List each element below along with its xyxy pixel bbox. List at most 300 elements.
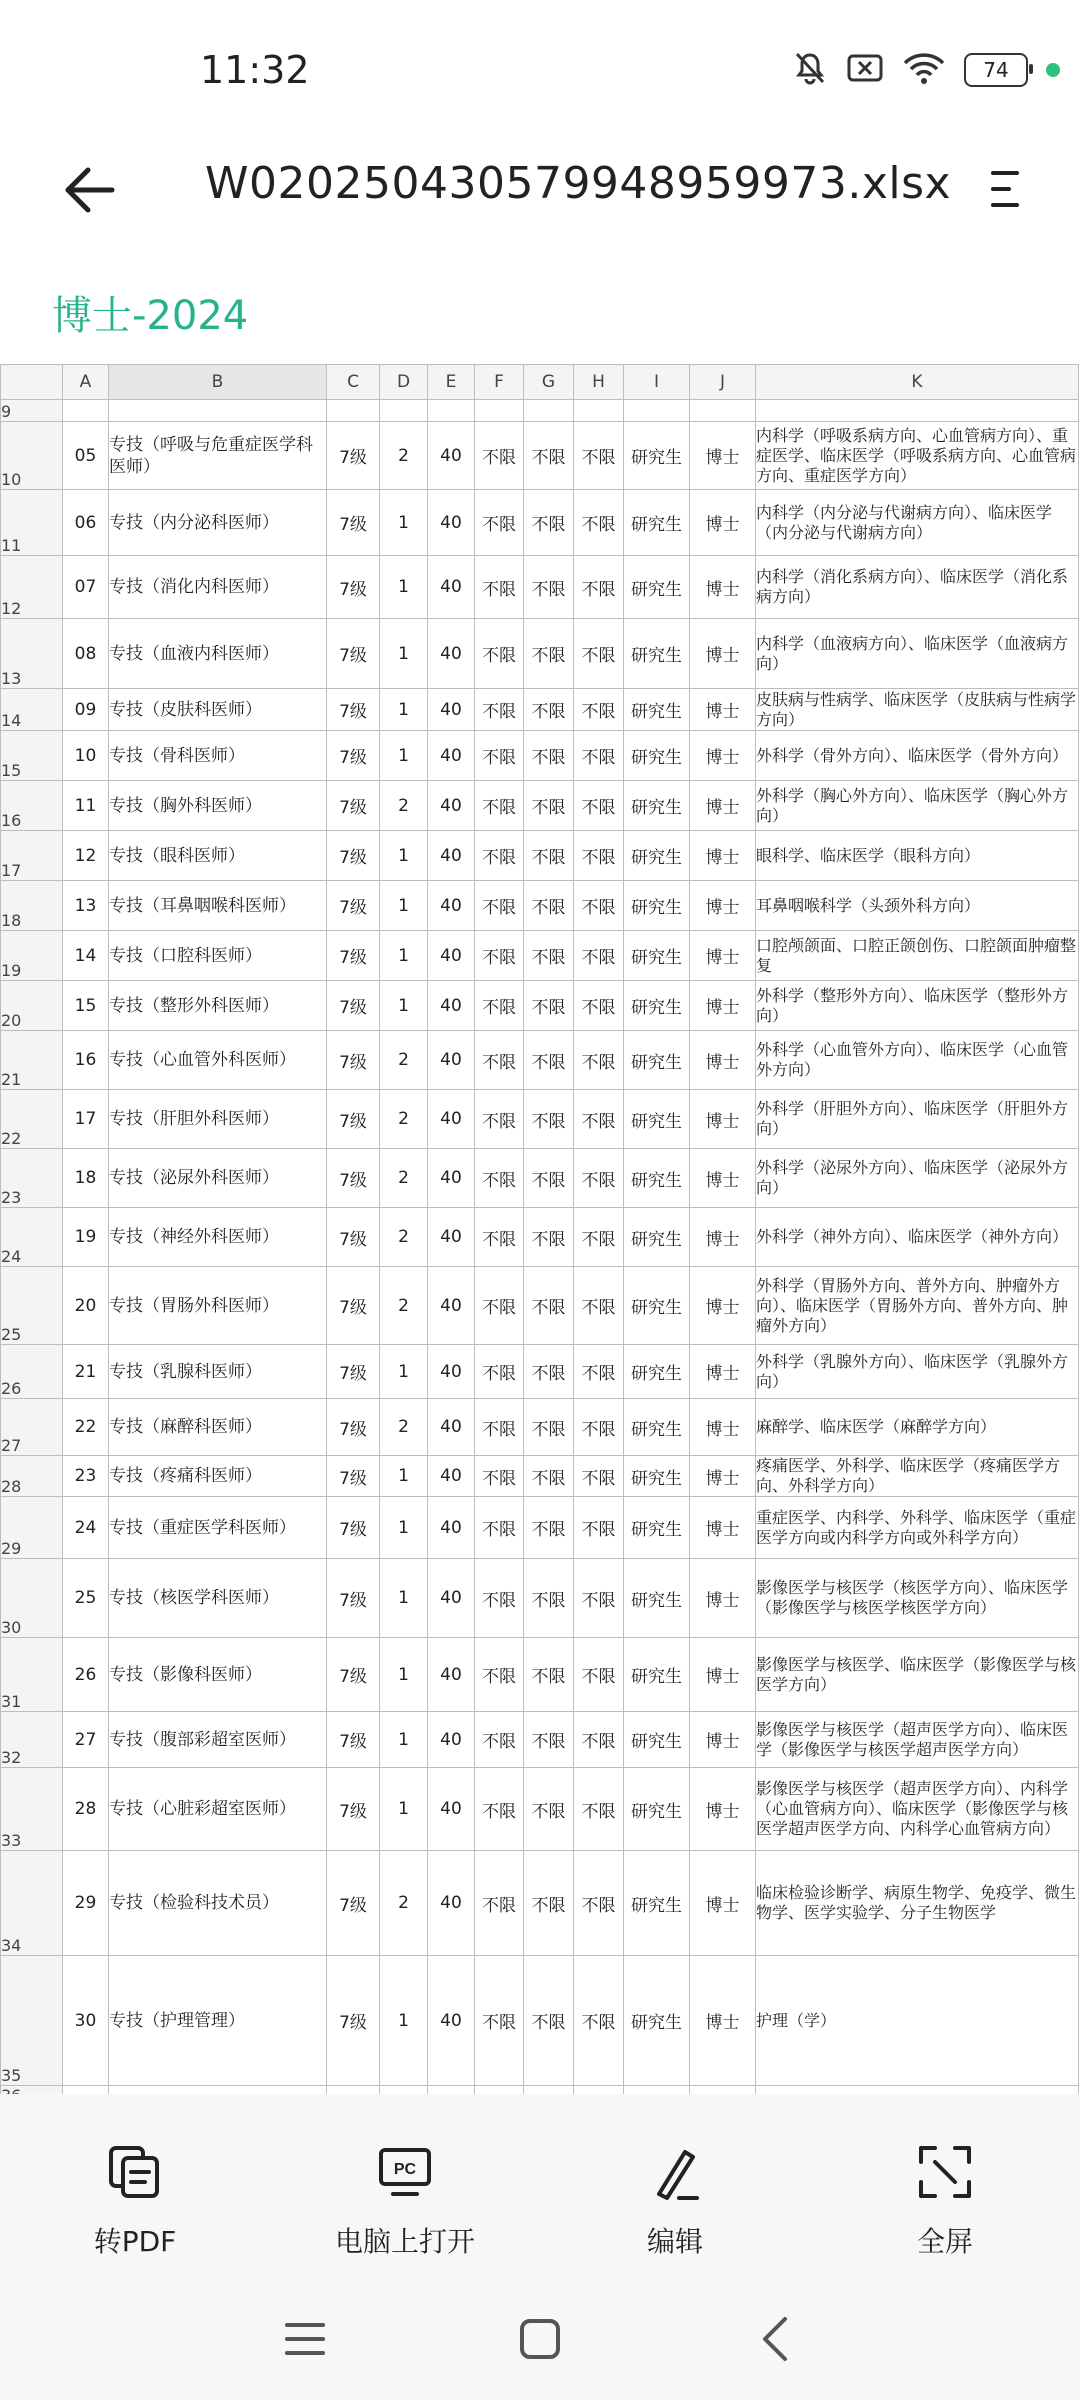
cell-degree[interactable]: 博士 bbox=[690, 1768, 756, 1851]
cell-age[interactable]: 40 bbox=[428, 731, 475, 781]
cell-politics[interactable]: 不限 bbox=[574, 1956, 624, 2086]
cell-gender[interactable]: 不限 bbox=[475, 422, 524, 490]
column-header-k[interactable]: K bbox=[756, 365, 1079, 400]
cell-count[interactable]: 2 bbox=[380, 1208, 428, 1267]
cell-ethnicity[interactable]: 不限 bbox=[524, 1399, 574, 1456]
cell-count[interactable]: 1 bbox=[380, 981, 428, 1031]
cell-position[interactable]: 专技（胃肠外科医师） bbox=[109, 1267, 327, 1345]
fullscreen-button[interactable] bbox=[825, 2094, 1065, 2274]
column-header-d[interactable]: D bbox=[380, 365, 428, 400]
cell-politics[interactable]: 不限 bbox=[574, 556, 624, 619]
cell-gender[interactable]: 不限 bbox=[475, 689, 524, 731]
nav-back-button[interactable] bbox=[735, 2304, 815, 2374]
cell-major[interactable]: 内科学（血液病方向）、临床医学（血液病方向） bbox=[756, 619, 1079, 689]
cell-ethnicity[interactable]: 不限 bbox=[524, 881, 574, 931]
cell-education[interactable]: 研究生 bbox=[624, 1851, 690, 1956]
cell-ethnicity[interactable]: 不限 bbox=[524, 1090, 574, 1149]
cell-count[interactable]: 1 bbox=[380, 1768, 428, 1851]
cell-code[interactable]: 17 bbox=[63, 1090, 109, 1149]
cell-age[interactable]: 40 bbox=[428, 1956, 475, 2086]
cell-grade[interactable]: 7级 bbox=[327, 1497, 380, 1559]
cell-degree[interactable]: 博士 bbox=[690, 1267, 756, 1345]
row-header[interactable]: 21 bbox=[1, 1031, 63, 1090]
cell-gender[interactable]: 不限 bbox=[475, 1638, 524, 1712]
cell-ethnicity[interactable]: 不限 bbox=[524, 689, 574, 731]
cell-position[interactable]: 专技（护理管理） bbox=[109, 1956, 327, 2086]
cell-education[interactable]: 研究生 bbox=[624, 931, 690, 981]
cell-gender[interactable]: 不限 bbox=[475, 981, 524, 1031]
cell-degree[interactable]: 博士 bbox=[690, 490, 756, 556]
cell-position[interactable]: 专技（血液内科医师） bbox=[109, 619, 327, 689]
row-header[interactable]: 15 bbox=[1, 731, 63, 781]
cell-major[interactable]: 皮肤病与性病学、临床医学（皮肤病与性病学方向） bbox=[756, 689, 1079, 731]
cell-degree[interactable]: 博士 bbox=[690, 731, 756, 781]
cell-major[interactable]: 护理（学） bbox=[756, 1956, 1079, 2086]
cell-count[interactable]: 1 bbox=[380, 689, 428, 731]
row-header[interactable]: 33 bbox=[1, 1768, 63, 1851]
spreadsheet-grid[interactable] bbox=[0, 364, 1080, 2094]
cell-ethnicity[interactable]: 不限 bbox=[524, 1345, 574, 1399]
cell-education[interactable]: 研究生 bbox=[624, 1638, 690, 1712]
cell-ethnicity[interactable]: 不限 bbox=[524, 1956, 574, 2086]
cell-code[interactable]: 26 bbox=[63, 1638, 109, 1712]
cell-education[interactable]: 研究生 bbox=[624, 1031, 690, 1090]
cell-count[interactable]: 1 bbox=[380, 1712, 428, 1768]
cell-gender[interactable]: 不限 bbox=[475, 1712, 524, 1768]
cell-education[interactable]: 研究生 bbox=[624, 689, 690, 731]
cell-ethnicity[interactable]: 不限 bbox=[524, 781, 574, 831]
cell-politics[interactable]: 不限 bbox=[574, 931, 624, 981]
cell-age[interactable]: 40 bbox=[428, 1638, 475, 1712]
cell-count[interactable]: 1 bbox=[380, 1456, 428, 1497]
row-header[interactable]: 13 bbox=[1, 619, 63, 689]
cell-gender[interactable]: 不限 bbox=[475, 1559, 524, 1638]
cell-position[interactable]: 专技（胸外科医师） bbox=[109, 781, 327, 831]
cell-position[interactable]: 专技（眼科医师） bbox=[109, 831, 327, 881]
cell-grade[interactable]: 7级 bbox=[327, 731, 380, 781]
cell-politics[interactable]: 不限 bbox=[574, 1267, 624, 1345]
cell-education[interactable]: 研究生 bbox=[624, 981, 690, 1031]
column-header-e[interactable]: E bbox=[428, 365, 475, 400]
cell-degree[interactable]: 博士 bbox=[690, 1149, 756, 1208]
row-header[interactable]: 23 bbox=[1, 1149, 63, 1208]
row-header[interactable]: 28 bbox=[1, 1456, 63, 1497]
row-header[interactable]: 19 bbox=[1, 931, 63, 981]
cell-major[interactable]: 外科学（泌尿外方向）、临床医学（泌尿外方向） bbox=[756, 1149, 1079, 1208]
cell-education[interactable]: 研究生 bbox=[624, 731, 690, 781]
cell-count[interactable]: 2 bbox=[380, 1149, 428, 1208]
cell-position[interactable]: 专技（消化内科医师） bbox=[109, 556, 327, 619]
nav-menu-button[interactable] bbox=[265, 2304, 345, 2374]
cell-age[interactable]: 40 bbox=[428, 689, 475, 731]
cell-politics[interactable]: 不限 bbox=[574, 981, 624, 1031]
cell-age[interactable]: 40 bbox=[428, 881, 475, 931]
cell-degree[interactable]: 博士 bbox=[690, 1497, 756, 1559]
cell-position[interactable]: 专技（乳腺科医师） bbox=[109, 1345, 327, 1399]
cell-count[interactable] bbox=[380, 400, 428, 422]
cell-grade[interactable]: 7级 bbox=[327, 1851, 380, 1956]
column-header-f[interactable]: F bbox=[475, 365, 524, 400]
cell-gender[interactable]: 不限 bbox=[475, 1851, 524, 1956]
cell-position[interactable]: 专技（泌尿外科医师） bbox=[109, 1149, 327, 1208]
cell-position[interactable]: 专技（检验科技术员） bbox=[109, 1851, 327, 1956]
cell-count[interactable]: 1 bbox=[380, 881, 428, 931]
cell-position[interactable] bbox=[109, 400, 327, 422]
cell-code[interactable]: 28 bbox=[63, 1768, 109, 1851]
cell-gender[interactable]: 不限 bbox=[475, 1031, 524, 1090]
cell-gender[interactable]: 不限 bbox=[475, 831, 524, 881]
nav-home-button[interactable] bbox=[500, 2304, 580, 2374]
cell-position[interactable]: 专技（麻醉科医师） bbox=[109, 1399, 327, 1456]
cell-ethnicity[interactable]: 不限 bbox=[524, 731, 574, 781]
cell-position[interactable]: 专技（耳鼻咽喉科医师） bbox=[109, 881, 327, 931]
cell-degree[interactable]: 博士 bbox=[690, 1712, 756, 1768]
cell-ethnicity[interactable]: 不限 bbox=[524, 422, 574, 490]
cell-politics[interactable]: 不限 bbox=[574, 1149, 624, 1208]
cell-education[interactable]: 研究生 bbox=[624, 490, 690, 556]
cell-degree[interactable]: 博士 bbox=[690, 556, 756, 619]
cell-major[interactable]: 内科学（内分泌与代谢病方向）、临床医学（内分泌与代谢病方向） bbox=[756, 490, 1079, 556]
cell-politics[interactable]: 不限 bbox=[574, 1559, 624, 1638]
cell-degree[interactable]: 博士 bbox=[690, 689, 756, 731]
cell-code[interactable]: 14 bbox=[63, 931, 109, 981]
cell-gender[interactable]: 不限 bbox=[475, 1267, 524, 1345]
cell-age[interactable]: 40 bbox=[428, 556, 475, 619]
cell-position[interactable]: 专技（肝胆外科医师） bbox=[109, 1090, 327, 1149]
row-header[interactable]: 22 bbox=[1, 1090, 63, 1149]
cell-position[interactable]: 专技（整形外科医师） bbox=[109, 981, 327, 1031]
cell-education[interactable]: 研究生 bbox=[624, 1090, 690, 1149]
cell-age[interactable]: 40 bbox=[428, 1031, 475, 1090]
cell-count[interactable]: 2 bbox=[380, 781, 428, 831]
cell-position[interactable]: 专技（影像科医师） bbox=[109, 1638, 327, 1712]
cell-major[interactable]: 外科学（整形外方向）、临床医学（整形外方向） bbox=[756, 981, 1079, 1031]
column-header-h[interactable]: H bbox=[574, 365, 624, 400]
cell-degree[interactable]: 博士 bbox=[690, 1031, 756, 1090]
cell-degree[interactable]: 博士 bbox=[690, 931, 756, 981]
cell-degree[interactable]: 博士 bbox=[690, 1456, 756, 1497]
cell-education[interactable]: 研究生 bbox=[624, 1345, 690, 1399]
cell-grade[interactable]: 7级 bbox=[327, 1267, 380, 1345]
row-header[interactable]: 17 bbox=[1, 831, 63, 881]
cell-count[interactable]: 1 bbox=[380, 931, 428, 981]
cell-gender[interactable]: 不限 bbox=[475, 881, 524, 931]
cell-gender[interactable]: 不限 bbox=[475, 490, 524, 556]
cell-gender[interactable]: 不限 bbox=[475, 1345, 524, 1399]
cell-count[interactable]: 1 bbox=[380, 831, 428, 881]
row-header[interactable]: 35 bbox=[1, 1956, 63, 2086]
row-header[interactable]: 16 bbox=[1, 781, 63, 831]
row-header[interactable]: 25 bbox=[1, 1267, 63, 1345]
cell-politics[interactable]: 不限 bbox=[574, 689, 624, 731]
cell-count[interactable]: 1 bbox=[380, 1638, 428, 1712]
cell-major[interactable] bbox=[756, 400, 1079, 422]
row-header[interactable]: 30 bbox=[1, 1559, 63, 1638]
cell-ethnicity[interactable]: 不限 bbox=[524, 1712, 574, 1768]
cell-age[interactable]: 40 bbox=[428, 981, 475, 1031]
cell-major[interactable]: 临床检验诊断学、病原生物学、免疫学、微生物学、医学实验学、分子生物医学 bbox=[756, 1851, 1079, 1956]
cell-degree[interactable]: 博士 bbox=[690, 1851, 756, 1956]
cell-grade[interactable]: 7级 bbox=[327, 881, 380, 931]
cell-degree[interactable]: 博士 bbox=[690, 1090, 756, 1149]
row-header[interactable]: 11 bbox=[1, 490, 63, 556]
cell-age[interactable]: 40 bbox=[428, 931, 475, 981]
cell-age[interactable]: 40 bbox=[428, 1208, 475, 1267]
cell-position[interactable]: 专技（腹部彩超室医师） bbox=[109, 1712, 327, 1768]
cell-count[interactable]: 2 bbox=[380, 1090, 428, 1149]
cell-age[interactable]: 40 bbox=[428, 1851, 475, 1956]
cell-position[interactable]: 专技（口腔科医师） bbox=[109, 931, 327, 981]
cell-gender[interactable]: 不限 bbox=[475, 619, 524, 689]
row-header[interactable]: 27 bbox=[1, 1399, 63, 1456]
cell-politics[interactable]: 不限 bbox=[574, 831, 624, 881]
cell-major[interactable]: 外科学（胃肠外方向、普外方向、肿瘤外方向）、临床医学（胃肠外方向、普外方向、肿瘤外方向） bbox=[756, 1267, 1079, 1345]
cell-politics[interactable]: 不限 bbox=[574, 1456, 624, 1497]
cell-age[interactable]: 40 bbox=[428, 1267, 475, 1345]
cell-grade[interactable]: 7级 bbox=[327, 1399, 380, 1456]
cell-age[interactable]: 40 bbox=[428, 1712, 475, 1768]
cell-gender[interactable]: 不限 bbox=[475, 1149, 524, 1208]
cell-grade[interactable]: 7级 bbox=[327, 1768, 380, 1851]
column-header-b[interactable]: B bbox=[109, 365, 327, 400]
edit-button[interactable] bbox=[555, 2094, 795, 2274]
cell-politics[interactable]: 不限 bbox=[574, 781, 624, 831]
cell-politics[interactable]: 不限 bbox=[574, 1345, 624, 1399]
column-header-i[interactable]: I bbox=[624, 365, 690, 400]
convert-pdf-button[interactable] bbox=[15, 2094, 255, 2274]
cell-degree[interactable]: 博士 bbox=[690, 1638, 756, 1712]
cell-position[interactable]: 专技（核医学科医师） bbox=[109, 1559, 327, 1638]
cell-ethnicity[interactable]: 不限 bbox=[524, 1497, 574, 1559]
cell-degree[interactable] bbox=[690, 400, 756, 422]
cell-age[interactable]: 40 bbox=[428, 781, 475, 831]
cell-count[interactable]: 1 bbox=[380, 1559, 428, 1638]
row-header[interactable]: 34 bbox=[1, 1851, 63, 1956]
cell-politics[interactable]: 不限 bbox=[574, 1031, 624, 1090]
cell-politics[interactable]: 不限 bbox=[574, 1851, 624, 1956]
select-all-corner[interactable] bbox=[1, 365, 63, 400]
cell-degree[interactable]: 博士 bbox=[690, 1399, 756, 1456]
cell-gender[interactable]: 不限 bbox=[475, 1956, 524, 2086]
cell-major[interactable]: 耳鼻咽喉科学（头颈外科方向） bbox=[756, 881, 1079, 931]
cell-education[interactable]: 研究生 bbox=[624, 1712, 690, 1768]
cell-count[interactable]: 2 bbox=[380, 1267, 428, 1345]
cell-age[interactable]: 40 bbox=[428, 1399, 475, 1456]
cell-education[interactable]: 研究生 bbox=[624, 1399, 690, 1456]
cell-code[interactable] bbox=[63, 400, 109, 422]
cell-position[interactable]: 专技（心血管外科医师） bbox=[109, 1031, 327, 1090]
cell-grade[interactable]: 7级 bbox=[327, 556, 380, 619]
cell-code[interactable]: 09 bbox=[63, 689, 109, 731]
cell-grade[interactable]: 7级 bbox=[327, 1559, 380, 1638]
cell-count[interactable]: 1 bbox=[380, 1497, 428, 1559]
cell-grade[interactable]: 7级 bbox=[327, 1031, 380, 1090]
column-header-c[interactable]: C bbox=[327, 365, 380, 400]
cell-politics[interactable]: 不限 bbox=[574, 1090, 624, 1149]
cell-age[interactable]: 40 bbox=[428, 1090, 475, 1149]
cell-education[interactable]: 研究生 bbox=[624, 831, 690, 881]
cell-count[interactable]: 2 bbox=[380, 1851, 428, 1956]
cell-grade[interactable]: 7级 bbox=[327, 781, 380, 831]
cell-age[interactable]: 40 bbox=[428, 1456, 475, 1497]
cell-gender[interactable]: 不限 bbox=[475, 1497, 524, 1559]
cell-position[interactable]: 专技（心脏彩超室医师） bbox=[109, 1768, 327, 1851]
cell-education[interactable]: 研究生 bbox=[624, 1768, 690, 1851]
cell-code[interactable]: 15 bbox=[63, 981, 109, 1031]
cell-grade[interactable]: 7级 bbox=[327, 1456, 380, 1497]
cell-grade[interactable]: 7级 bbox=[327, 931, 380, 981]
cell-major[interactable]: 外科学（胸心外方向）、临床医学（胸心外方向） bbox=[756, 781, 1079, 831]
cell-code[interactable]: 21 bbox=[63, 1345, 109, 1399]
cell-grade[interactable]: 7级 bbox=[327, 1345, 380, 1399]
cell-gender[interactable]: 不限 bbox=[475, 931, 524, 981]
cell-age[interactable]: 40 bbox=[428, 1345, 475, 1399]
cell-position[interactable]: 专技（皮肤科医师） bbox=[109, 689, 327, 731]
cell-degree[interactable]: 博士 bbox=[690, 781, 756, 831]
cell-politics[interactable] bbox=[574, 400, 624, 422]
column-header-j[interactable]: J bbox=[690, 365, 756, 400]
cell-education[interactable]: 研究生 bbox=[624, 422, 690, 490]
cell-code[interactable]: 12 bbox=[63, 831, 109, 881]
cell-grade[interactable]: 7级 bbox=[327, 422, 380, 490]
cell-education[interactable]: 研究生 bbox=[624, 556, 690, 619]
cell-code[interactable]: 30 bbox=[63, 1956, 109, 2086]
cell-grade[interactable]: 7级 bbox=[327, 831, 380, 881]
cell-major[interactable]: 影像医学与核医学（核医学方向）、临床医学（影像医学与核医学核医学方向） bbox=[756, 1559, 1079, 1638]
cell-age[interactable]: 40 bbox=[428, 619, 475, 689]
cell-count[interactable]: 2 bbox=[380, 422, 428, 490]
cell-age[interactable]: 40 bbox=[428, 1149, 475, 1208]
cell-ethnicity[interactable]: 不限 bbox=[524, 1768, 574, 1851]
cell-politics[interactable]: 不限 bbox=[574, 490, 624, 556]
cell-education[interactable]: 研究生 bbox=[624, 1559, 690, 1638]
cell-education[interactable]: 研究生 bbox=[624, 781, 690, 831]
cell-major[interactable]: 外科学（神外方向）、临床医学（神外方向） bbox=[756, 1208, 1079, 1267]
cell-gender[interactable]: 不限 bbox=[475, 1768, 524, 1851]
cell-ethnicity[interactable]: 不限 bbox=[524, 981, 574, 1031]
cell-grade[interactable]: 7级 bbox=[327, 1956, 380, 2086]
cell-gender[interactable]: 不限 bbox=[475, 1399, 524, 1456]
cell-position[interactable]: 专技（神经外科医师） bbox=[109, 1208, 327, 1267]
cell-gender[interactable] bbox=[475, 400, 524, 422]
row-header[interactable]: 18 bbox=[1, 881, 63, 931]
cell-age[interactable]: 40 bbox=[428, 1768, 475, 1851]
cell-gender[interactable]: 不限 bbox=[475, 1090, 524, 1149]
cell-count[interactable]: 1 bbox=[380, 556, 428, 619]
cell-count[interactable]: 2 bbox=[380, 1399, 428, 1456]
cell-politics[interactable]: 不限 bbox=[574, 619, 624, 689]
cell-grade[interactable]: 7级 bbox=[327, 1712, 380, 1768]
cell-education[interactable]: 研究生 bbox=[624, 1497, 690, 1559]
cell-grade[interactable]: 7级 bbox=[327, 490, 380, 556]
cell-major[interactable]: 外科学（心血管外方向）、临床医学（心血管外方向） bbox=[756, 1031, 1079, 1090]
cell-ethnicity[interactable]: 不限 bbox=[524, 1208, 574, 1267]
cell-education[interactable] bbox=[624, 400, 690, 422]
cell-gender[interactable]: 不限 bbox=[475, 556, 524, 619]
cell-grade[interactable] bbox=[327, 400, 380, 422]
cell-education[interactable]: 研究生 bbox=[624, 1149, 690, 1208]
cell-ethnicity[interactable]: 不限 bbox=[524, 1267, 574, 1345]
cell-count[interactable]: 1 bbox=[380, 490, 428, 556]
cell-ethnicity[interactable]: 不限 bbox=[524, 490, 574, 556]
cell-degree[interactable]: 博士 bbox=[690, 981, 756, 1031]
cell-politics[interactable]: 不限 bbox=[574, 1208, 624, 1267]
cell-code[interactable]: 11 bbox=[63, 781, 109, 831]
cell-ethnicity[interactable]: 不限 bbox=[524, 1149, 574, 1208]
cell-code[interactable]: 05 bbox=[63, 422, 109, 490]
row-header[interactable]: 24 bbox=[1, 1208, 63, 1267]
row-header[interactable]: 20 bbox=[1, 981, 63, 1031]
cell-politics[interactable]: 不限 bbox=[574, 881, 624, 931]
back-button[interactable] bbox=[52, 152, 128, 228]
cell-ethnicity[interactable]: 不限 bbox=[524, 1559, 574, 1638]
cell-count[interactable]: 1 bbox=[380, 1956, 428, 2086]
cell-count[interactable]: 1 bbox=[380, 619, 428, 689]
column-header-a[interactable]: A bbox=[63, 365, 109, 400]
row-header[interactable]: 10 bbox=[1, 422, 63, 490]
cell-major[interactable]: 外科学（肝胆外方向）、临床医学（肝胆外方向） bbox=[756, 1090, 1079, 1149]
cell-position[interactable]: 专技（重症医学科医师） bbox=[109, 1497, 327, 1559]
cell-ethnicity[interactable]: 不限 bbox=[524, 1456, 574, 1497]
cell-code[interactable]: 27 bbox=[63, 1712, 109, 1768]
cell-grade[interactable]: 7级 bbox=[327, 1638, 380, 1712]
cell-politics[interactable]: 不限 bbox=[574, 1768, 624, 1851]
cell-age[interactable]: 40 bbox=[428, 1559, 475, 1638]
column-header-g[interactable]: G bbox=[524, 365, 574, 400]
cell-gender[interactable]: 不限 bbox=[475, 1456, 524, 1497]
cell-grade[interactable]: 7级 bbox=[327, 1149, 380, 1208]
cell-major[interactable]: 外科学（乳腺外方向）、临床医学（乳腺外方向） bbox=[756, 1345, 1079, 1399]
row-header[interactable]: 9 bbox=[1, 400, 63, 422]
row-header[interactable]: 12 bbox=[1, 556, 63, 619]
cell-ethnicity[interactable] bbox=[524, 400, 574, 422]
cell-major[interactable]: 口腔颅颌面、口腔正颌创伤、口腔颌面肿瘤整复 bbox=[756, 931, 1079, 981]
cell-count[interactable]: 1 bbox=[380, 1345, 428, 1399]
cell-grade[interactable]: 7级 bbox=[327, 689, 380, 731]
cell-major[interactable]: 内科学（呼吸系病方向、心血管病方向）、重症医学、临床医学（呼吸系病方向、心血管病方向、重症医学方向） bbox=[756, 422, 1079, 490]
cell-code[interactable]: 13 bbox=[63, 881, 109, 931]
cell-grade[interactable]: 7级 bbox=[327, 981, 380, 1031]
cell-major[interactable]: 内科学（消化系病方向）、临床医学（消化系病方向） bbox=[756, 556, 1079, 619]
cell-major[interactable]: 影像医学与核医学（超声医学方向）、临床医学（影像医学与核医学超声医学方向） bbox=[756, 1712, 1079, 1768]
cell-politics[interactable]: 不限 bbox=[574, 422, 624, 490]
cell-education[interactable]: 研究生 bbox=[624, 881, 690, 931]
cell-ethnicity[interactable]: 不限 bbox=[524, 1638, 574, 1712]
cell-code[interactable]: 19 bbox=[63, 1208, 109, 1267]
row-header[interactable]: 14 bbox=[1, 689, 63, 731]
open-on-pc-button[interactable] bbox=[285, 2094, 525, 2274]
row-header[interactable]: 32 bbox=[1, 1712, 63, 1768]
row-header[interactable]: 29 bbox=[1, 1497, 63, 1559]
cell-degree[interactable]: 博士 bbox=[690, 1559, 756, 1638]
cell-politics[interactable]: 不限 bbox=[574, 1712, 624, 1768]
cell-ethnicity[interactable]: 不限 bbox=[524, 619, 574, 689]
cell-degree[interactable]: 博士 bbox=[690, 422, 756, 490]
cell-politics[interactable]: 不限 bbox=[574, 1638, 624, 1712]
cell-major[interactable]: 麻醉学、临床医学（麻醉学方向） bbox=[756, 1399, 1079, 1456]
cell-code[interactable]: 22 bbox=[63, 1399, 109, 1456]
cell-degree[interactable]: 博士 bbox=[690, 881, 756, 931]
cell-code[interactable]: 06 bbox=[63, 490, 109, 556]
cell-grade[interactable]: 7级 bbox=[327, 619, 380, 689]
cell-position[interactable]: 专技（内分泌科医师） bbox=[109, 490, 327, 556]
cell-politics[interactable]: 不限 bbox=[574, 731, 624, 781]
cell-position[interactable]: 专技（骨科医师） bbox=[109, 731, 327, 781]
cell-politics[interactable]: 不限 bbox=[574, 1497, 624, 1559]
cell-ethnicity[interactable]: 不限 bbox=[524, 556, 574, 619]
cell-degree[interactable]: 博士 bbox=[690, 1956, 756, 2086]
cell-major[interactable]: 影像医学与核医学（超声医学方向）、内科学（心血管病方向）、临床医学（影像医学与核医学超声医学方向、内科学心血管病方向） bbox=[756, 1768, 1079, 1851]
